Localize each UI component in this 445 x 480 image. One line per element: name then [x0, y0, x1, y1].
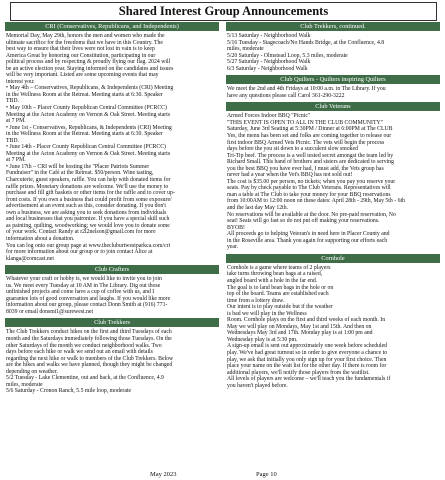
text-line: play, we ask that initially you only sign up for your first choice. Then: [227, 356, 387, 363]
text-line: Yes, the menu has been set and folks are coming together to release our: [227, 133, 392, 140]
text-line: and local businesses that you patronize. If you have a special skill such: [6, 216, 170, 223]
crafters-body: [5, 274, 219, 315]
text-line: • June 17th – CRI will be hosting the "Placer Patriots Summer: [6, 163, 150, 170]
text-line: in the Wellness Room at the Retreat. Meeting starts at 6:30. Speaker: [6, 131, 163, 138]
text-line: have any questions please call Carol 361-290-3222: [227, 92, 345, 99]
page-title: Shared Interest Group Announcements: [10, 2, 437, 21]
text-line: Wednesdays May 3rd and 17th. Monday play is at 1:00 pm and: [227, 330, 373, 337]
text-line: TBD.: [6, 98, 19, 105]
text-line: ultimate sacrifice for the freedoms that we have in this Country. The: [6, 39, 163, 46]
text-line: All levels of players are welcome – we'll teach you the fundamentals if: [227, 376, 391, 383]
text-line: purchase and fill gift baskets or other items for the raffle and to cover up-: [6, 190, 175, 197]
crafters-header: Club Crafters: [5, 265, 219, 274]
cri-body: [5, 31, 219, 262]
text-line: best way to ensure that their lives were not lost in vain is to keep: [6, 46, 155, 53]
text-line: • June 1st - Conservatives, Republicans, & Independents (CRI) Meeting: [6, 124, 172, 131]
text-line: • May 10th – Placer County Republican Central Committee (PCRCC): [6, 105, 167, 112]
text-line: information about our group, please contact Donn Smith at (916) 771-: [6, 302, 168, 309]
veterans-header: Club Veterans: [226, 102, 440, 111]
text-line: raffle prizes. Monetary donations are welcome. We'll use the money to: [6, 183, 169, 190]
text-line: The cost is $35.00 per person, no tickets; when you pay you reserve your: [227, 178, 396, 185]
text-line: klanga@comcast.net: [6, 255, 54, 262]
text-line: seat! Seats will go fast so do not put off making your reservations.: [227, 218, 380, 225]
text-line: • June 14th - Placer County Republican Central Committee (PCRCC): [6, 144, 166, 151]
text-line: own a business, we are asking you to seek donations from individuals: [6, 209, 167, 216]
text-line: of your work. Contact Randy at r2l2nelson@gmail.com for more: [6, 229, 156, 236]
text-line: will be very important. Listed are some upcoming events that may: [6, 72, 159, 79]
footer-date: May 2023: [150, 471, 177, 478]
text-line: from 10:00AM to 12:00 noon on these dates: April 28th - 29th, May 5th - 6th: [227, 198, 405, 205]
trekkers-cont-body: [226, 31, 440, 72]
text-line: America Great by honoring our Constitution, participating in our: [6, 52, 156, 59]
trekkers-body: [5, 327, 219, 394]
text-line: take turns throwing bean bags at a raised,: [227, 271, 323, 278]
text-line: Our intent is to play outside but if the weather: [227, 304, 333, 311]
text-line: Memorial Day, May 29th, honors the men and women who made the: [6, 33, 165, 39]
text-line: 5/20 Saturday - Olmstead Loop, 5.3 miles, moderate: [227, 52, 348, 59]
text-line: is bad we will play in the Wellness: [227, 310, 307, 317]
text-line: never had a year when the Vet's BBQ has not sold out!: [227, 172, 353, 179]
text-line: angled board with a hole in the far end.: [227, 277, 318, 284]
text-line: 5/6 Saturday - Cronon Ranch, 5.5 mile loop, moderate: [6, 388, 132, 395]
text-line: 5/2 Tuesday - Lake Clementine, out and back, at the Confluence, 4.9: [6, 375, 164, 382]
text-line: unfinished projects and come have a cup of coffee with us, and I: [6, 289, 155, 296]
text-line: time from a lottery draw.: [227, 297, 285, 304]
text-line: advertisement at an event such as this, consider donating. If you don't: [6, 203, 166, 210]
text-line: and the last day May 12th.: [227, 205, 289, 212]
right-column: [226, 22, 440, 389]
text-line: at 7 PM.: [6, 157, 26, 164]
text-line: in the Roseville area. Thank you again for supporting our efforts each: [227, 237, 388, 244]
cri-header: CRI (Conservatives, Republicans, and Independents): [5, 22, 219, 31]
text-line: additional players, we'll notify those players from the waitlist.: [227, 369, 370, 376]
text-line: miles, moderate: [227, 46, 264, 53]
text-line: guarantee lots of good conversation and laughs. If you would like more: [6, 295, 171, 302]
text-line: year.: [227, 244, 239, 251]
text-line: month and the Saturdays immediately following those Tuesdays. On the: [6, 335, 172, 342]
text-line: regarding the next hike or walk to members of the Club Trekkers. Below: [6, 355, 174, 362]
text-line: We meet the 2nd and 4th Fridays at 10:00 a.m. in The Library. If you: [227, 86, 386, 93]
text-line: No reservations will be available at the door. No pre-paid reservation, No: [227, 211, 396, 218]
veterans-body: [226, 111, 440, 250]
text-line: you the best BBQ you have ever had, I must add, the Vets group has: [227, 165, 384, 172]
text-line: All proceeds go to helping Veteran's in need here in Placer County and: [227, 231, 390, 238]
text-line: us. We meet every Tuesday at 10 AM in The Library. Dig out those: [6, 282, 161, 289]
text-line: Wednesday play is at 5:30 pm.: [227, 336, 298, 343]
text-line: Meeting at the Acton Academy on Vernon & Oak Street. Meeting starts: [6, 150, 171, 157]
text-line: depending on weather.: [6, 368, 58, 375]
text-line: • May 4th – Conservatives, Republicans, & Independents (CRI) Meeting: [6, 85, 174, 92]
text-line: for more information about our group or to join contact Alice at: [6, 249, 153, 256]
footer-page-number: Page 10: [256, 471, 277, 478]
text-line: 5/13 Saturday - Neighborhood Walk: [227, 33, 311, 39]
text-line: top of the board. Teams are established each: [227, 291, 329, 298]
text-line: 5/27 Saturday - Neighborhood Walk: [227, 59, 311, 66]
text-line: The goal is to land bean bags in the hole or on: [227, 284, 334, 291]
text-line: 6/3 Saturday - Neighborhood Walk: [227, 65, 308, 72]
text-line: at 7 PM.: [6, 118, 26, 125]
text-line: other Saturdays of the month we conduct neighborhood walks. Two: [6, 342, 162, 349]
text-line: in the Wellness Room at the Retreat. Meeting starts at 6:30. Speaker: [6, 91, 163, 98]
text-line: first indoor BBQ Armed Vets Picnic. The vets will begin the process: [227, 139, 385, 146]
text-line: Cornhole is a game where teams of 2 players: [227, 264, 331, 271]
text-line: miles, moderate: [6, 381, 43, 388]
text-line: days before the you sit down to a succulent slow smoked: [227, 146, 358, 153]
cornhole-body: [226, 263, 440, 389]
text-line: play. We've had great turnout so in order to give everyone a chance to: [227, 349, 388, 356]
text-line: "THIS EVENT IS OPEN TO ALL IN THE CLUB COMMUNITY": [227, 119, 383, 126]
text-line: Room. Cornhole plays on the first and third weeks of each month. In: [227, 317, 386, 324]
text-line: Armed Forces Indoor BBQ "Picnic": [227, 113, 311, 120]
cornhole-header: Cornhole: [226, 254, 440, 263]
text-line: Whatever your craft or hobby is, we would like to invite you to join: [6, 276, 162, 283]
text-line: Tri-Tip beef. The process is a well tested secret amongst the team led by: [227, 152, 394, 159]
text-line: You can log onto our group page at www.thecluburtwestparkca.com/cri: [6, 242, 171, 249]
text-line: political process and by respecting & proudly flying our flag. 2024 will: [6, 59, 171, 66]
text-line: BYOB!: [227, 224, 245, 231]
text-line: front costs. If you own a business that could profit from some exposure/: [6, 196, 172, 203]
text-line: interest you:: [6, 78, 35, 85]
text-line: seats. Pay by check payable to The Club Veterans. Representatives will: [227, 185, 391, 192]
text-line: Charcuterie, guest speakers, raffle. You can help with donated items for: [6, 177, 171, 184]
trekkers-cont-header: Club Trekkers, continued.: [226, 22, 440, 31]
text-line: Fundraiser" in the Café at the Retreat. $50/person. Wine tasting,: [6, 170, 154, 177]
text-line: are the hikes and walks we have planned, though they might be changed: [6, 362, 173, 369]
text-line: place your name on the wait list for the other day. If there is room for: [227, 363, 387, 370]
text-line: Saturday, June 3rd Seating at 5:30PM / Dinner at 6:00PM at The CLUB: [227, 126, 393, 133]
text-line: 5/16 Tuesday - Stagecoach/No Hands Bridge, at the Confluence, 4.8: [227, 39, 385, 46]
text-line: information about a donation.: [6, 235, 75, 242]
text-line: man a table at The Club to take your money for your BBQ reservations: [227, 191, 391, 198]
text-line: you haven't played before.: [227, 382, 288, 389]
text-line: The Club Trekkers conduct hikes on the first and third Tuesdays of each: [6, 329, 172, 336]
text-line: be an active election year. Staying informed on the candidates and issues: [6, 65, 174, 72]
trekkers-header: Club Trekkers: [5, 318, 219, 327]
text-line: Meeting at the Acton Academy on Vernon & Oak Street. Meeting starts: [6, 111, 171, 118]
text-line: A sign-up email is sent out approximately one week before scheduled: [227, 343, 387, 350]
text-line: as painting, quilting, woodworking; we would love you to donate some: [6, 222, 170, 229]
quilters-body: [226, 84, 440, 99]
text-line: May we will play on Mondays, May 1st and 15th. And then on: [227, 323, 372, 330]
text-line: TBD.: [6, 137, 19, 144]
text-line: Richard Small. This band of brothers and sisters are dedicated to serving: [227, 159, 394, 166]
text-line: days before each hike or walk we send out an email with details: [6, 349, 153, 356]
text-line: 8039 or email donsmi1@surewest.net: [6, 308, 94, 315]
left-column: [5, 22, 219, 395]
quilters-header: Club Quilters - Quilters inspiring Quilters: [226, 75, 440, 84]
